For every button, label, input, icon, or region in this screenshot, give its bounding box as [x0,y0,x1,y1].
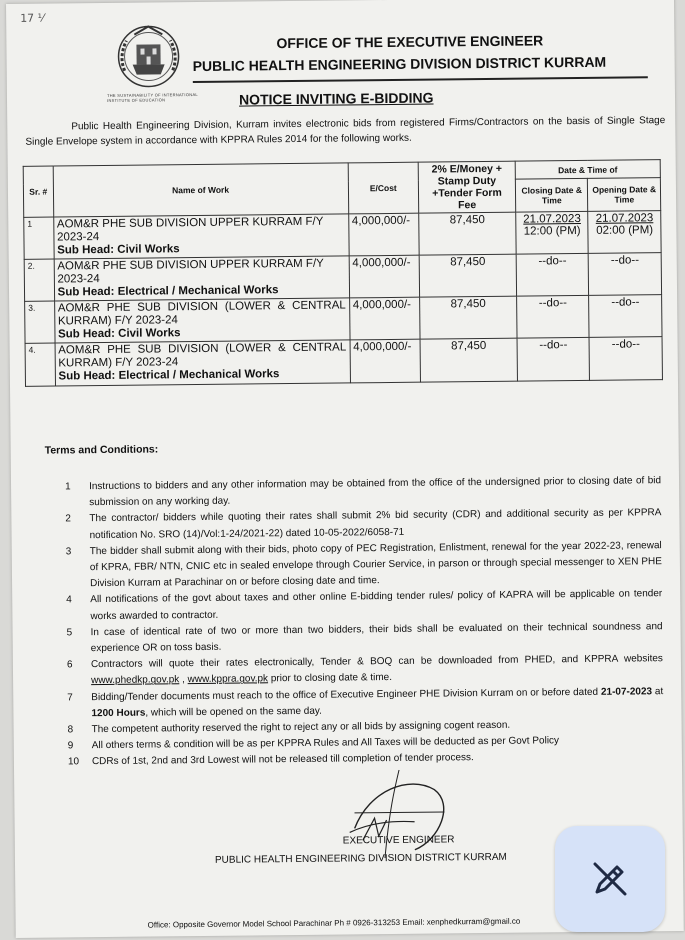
row-sr: 1 [24,217,54,259]
row-sr: 4. [25,343,55,386]
terms-list [65,473,664,771]
header-rule [193,76,648,83]
office-title: OFFICE OF THE EXECUTIVE ENGINEER [276,32,544,52]
row-fee: 87,450 [420,296,517,339]
works-table [23,159,663,387]
logo-caption: THE SUSTAINABILITY OF INTERNATIONAL INSTITUTE OF EDUCATION [106,91,198,103]
table-row [24,211,661,260]
term-number: 10 [67,756,80,768]
work-subhead: Sub Head: Civil Works [57,327,181,341]
row-closing: --do-- [516,253,589,296]
table-row [25,337,662,387]
closing-date: 21.07.2023 [523,212,581,226]
edit-button[interactable] [555,826,665,932]
intro-paragraph: Public Health Engineering Division, Kurram invites electronic bids from registered Firms/Contractors on the basis of Single Stage Single Envelope system in accordance with KPPRA Rules 2014 for the following works. [25,115,666,148]
header-opening: Opening Date & Time [588,178,661,211]
header-date-group: Date & Time of [515,160,660,180]
work-subhead: Sub Head: Electrical / Mechanical Works [58,368,280,383]
opening-time: 02:00 (PM) [596,224,654,237]
notice-document [6,0,684,938]
row-work [53,214,348,259]
list-item [66,538,662,593]
table-row [25,295,662,344]
row-opening: --do-- [589,295,662,338]
handwritten-signature [314,769,465,861]
row-cost: 4,000,000/- [350,339,421,383]
term-text-part: prior to closing date & time. [267,672,393,685]
work-subhead: Sub Head: Civil Works [57,243,180,257]
row-closing [516,211,589,254]
row-work [54,298,349,343]
emblem-logo-icon [110,22,187,95]
work-name: AOM&R PHE SUB DIVISION UPPER KURRAM F/Y 2023-24 [56,215,324,244]
term-text: The competent authority reserved the right to reject any or all bids by assigning cogent reason. [91,719,511,736]
row-work [54,256,349,301]
row-fee: 87,450 [420,338,517,382]
terms-title: Terms and Conditions: [44,443,159,457]
header-name: Name of Work [53,163,349,217]
term-number: 6 [66,659,73,671]
row-opening [588,211,661,254]
term-text-part: at [652,685,664,697]
header-cost: E/Cost [348,162,419,214]
work-name: AOM&R PHE SUB DIVISION (LOWER & CENTRAL KURRAM) F/Y 2023-24 [57,299,346,328]
term-text: The contractor/ bidders while quoting their rates shall submit 2% bid security (CDR) and additional security as per KPPRA notification No. SRO (14)/Vol:1-24/2021-22) dated 10-05-2022/6058-71 [89,507,662,541]
term-number: 5 [66,627,73,639]
row-sr: 3. [25,301,55,343]
work-name: AOM&R PHE SUB DIVISION UPPER KURRAM F/Y 2023-24 [57,257,324,286]
deadline-date: 21-07-2023 [600,685,653,698]
term-text-part: Contractors will quote their rates electronically, Tender & BOQ can be downloaded from PHED, and KPPRA websites [90,653,663,671]
term-text-part: , which will be opened on the same day. [145,705,322,719]
footer-address: Office: Opposite Governor Model School Parachinar Ph # 0926-313253 Email: xenphedkurram@gmail.co [147,916,521,930]
work-name: AOM&R PHE SUB DIVISION (LOWER & CENTRAL KURRAM) F/Y 2023-24 [58,341,347,370]
header-fee: 2% E/Money + Stamp Duty +Tender Form Fee [418,161,515,213]
term-number: 7 [67,691,73,704]
row-opening: --do-- [590,337,663,381]
kppra-link[interactable]: www.kppra.gov.pk [187,673,269,686]
signatory-office: PUBLIC HEALTH ENGINEERING DIVISION DISTRICT KURRAM [214,851,507,866]
work-subhead: Sub Head: Electrical / Mechanical Works [57,284,279,299]
row-cost: 4,000,000/- [348,213,419,256]
row-work [55,340,350,386]
row-cost: 4,000,000/- [349,255,420,298]
row-sr: 2. [24,259,54,301]
term-number: 9 [67,740,74,752]
division-title: PUBLIC HEALTH ENGINEERING DIVISION DISTRICT KURRAM [192,53,607,75]
opening-date: 21.07.2023 [595,212,654,225]
term-number: 4 [66,594,72,606]
closing-time: 12:00 (PM) [523,224,581,238]
table-row [24,253,661,302]
row-fee: 87,450 [419,254,516,297]
row-closing: --do-- [517,337,590,381]
row-closing: --do-- [517,295,590,338]
term-text: The bidder shall submit along with their bids, photo copy of PEC Registration, Enlistment, renewal for the year 2022-23, renewal of KPRA, FBR/ NTN, CNIC etc in sealed envelope through Courier Service, in parson or through special messenger to XEN PHE Division Kurram at Parachinar on or before closing date and time. [89,539,662,590]
term-text: All others terms & condition will be as per KPPRA Rules and All Taxes will be deducted as per Govt Policy [91,735,560,752]
term-number: 2 [65,513,72,525]
term-number: 1 [65,481,71,493]
term-text: In case of identical rate of two or more than two bidders, their bids shall be evaluated on their technical soundness and experience OR on toss basis. [90,620,663,655]
row-opening: --do-- [589,253,662,296]
row-fee: 87,450 [419,212,516,255]
row-cost: 4,000,000/- [349,297,420,340]
term-text: All notifications of the govt about taxes and other online E-bidding tender rules/ policy of KAPRA will be applicable on tender works awarded to contractor. [90,588,663,622]
notice-title: NOTICE INVITING E-BIDDING [238,89,434,108]
handwritten-mark: 17 ¹⁄ [20,11,44,25]
pencil-edit-icon [591,860,629,898]
term-separator: , [179,674,188,686]
deadline-time: 1200 Hours [91,707,146,719]
term-text: CDRs of 1st, 2nd and 3rd Lowest will not be released till completion of tender process. [91,752,474,768]
term-number: 8 [67,724,74,736]
header-closing: Closing Date & Time [515,179,588,212]
phedkp-link[interactable]: www.phedkp.gov.pk [91,674,180,687]
header-sr: Sr. # [23,166,53,217]
signatory-title: EXECUTIVE ENGINEER [342,834,455,847]
term-number: 3 [65,546,72,558]
term-text: Instructions to bidders and any other information may be obtained from the office of the undersigned prior to closing date of bid submission on any working day. [89,475,662,509]
term-text-part: Bidding/Tender documents must reach to the office of Executive Engineer PHE Division Kurram on or before dated [91,686,601,703]
